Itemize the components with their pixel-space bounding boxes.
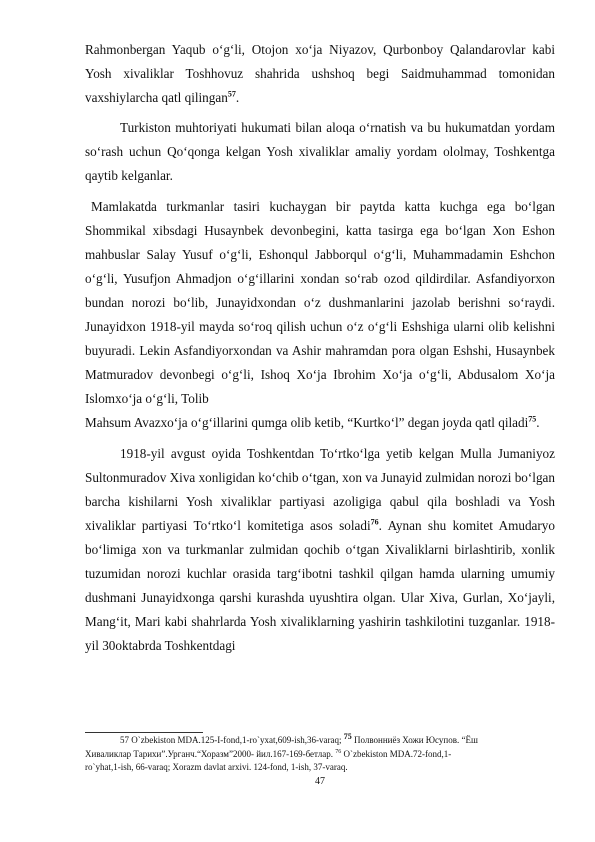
footnote-57-text: 57 O`zbekiston MDA.125-I-fond,1-ro`yxat,609-ish,36-varaq; — [120, 735, 342, 745]
footnote-line-1 — [85, 734, 555, 748]
page-number: 47 — [315, 776, 325, 787]
paragraph-1 — [85, 38, 555, 110]
paragraph-4-end: . — [536, 415, 540, 431]
footnote-line-3: ro`yhat,1-ish, 66-varaq; Xorazm davlat arxivi. 124-fond, 1-ish, 37-varaq. — [85, 762, 348, 772]
footnote-76-marker: 76 — [335, 748, 342, 755]
paragraph-4-text: Mahsum Avazxo‘ja o‘g‘illarini qumga olib ketib, “Kurtko‘l” degan joyda qatl qiladi — [85, 415, 529, 431]
footnote-separator — [85, 732, 203, 733]
paragraph-5-end: . Aynan shu komitet Amudaryo bo‘limiga xon va turkmanlar zulmidan qochib o‘tgan Xivaliklarni birlashtirib, xonlik tuzumidan norozi kuchlar orasida targ‘ibotni tashkil qilgan hamda ularning umumiy dushmani Junayidxonga qarshi kurashda uyushtira olgan. Ular Xiva, Gurlan, Xo‘jayli, Mang‘it, Mari kabi shahrlarda Yosh xivaliklarning yashirin tashkilotini tuzganlar. 1918-yil 30oktabrda Toshkentdagi — [85, 517, 555, 654]
paragraph-1-text: Rahmonbergan Yaqub o‘g‘li, Otojon xo‘ja Niyazov, Qurbonboy Qalandarovlar kabi Yosh xivaliklar Toshhovuz shahrida ushshoq begi Saidmuhammad tomonidan vaxshiylarcha qatl qilingan — [85, 42, 555, 106]
footnote-76-text: O`zbekiston MDA.72-fond,1- — [341, 748, 452, 759]
footnote-ref-57[interactable]: 57 — [227, 89, 236, 99]
footnote-75-text-cont: Хиваликлар Тарихи”.Урганч.“Хоразм”2000- йил.167-169-бетлар. — [85, 748, 333, 759]
paragraph-1-end: . — [235, 90, 240, 106]
paragraph-5-text: 1918-yil avgust oyida Toshkentdan To‘rtko‘lga yetib kelgan Mulla Jumaniyoz Sultonmuradov Xiva xonligidan ko‘chib o‘tgan, xon va Junayid zulmidan norozi bo‘lgan barcha kishilarni Yosh xivaliklar partiyasi azoligiga qabul qila boshladi va Yosh xivaliklar partiyasi To‘rtko‘l komitetiga asos soladi — [85, 445, 555, 533]
footnote-75-marker: 75 — [343, 732, 352, 741]
footnote-ref-75[interactable]: 75 — [528, 415, 537, 425]
body-text — [85, 38, 555, 658]
paragraph-2: Turkiston muhtoriyati hukumati bilan aloqa o‘rnatish va bu hukumatdan yordam so‘rash uchun Qo‘qonga kelgan Yosh xivaliklar amaliy yordam ololmay, Toshkentga qaytib kelganlar. — [85, 120, 555, 184]
footnote-line-2 — [85, 748, 555, 762]
footnote-ref-76[interactable]: 76 — [370, 517, 379, 527]
paragraph-4 — [85, 411, 555, 435]
footnote-75-text: Полвонниёз Хожи Юсупов. “Ёш — [351, 735, 478, 745]
paragraph-3: Mamlakatda turkmanlar tasiri kuchaygan bir paytda katta kuchga ega bo‘lgan Shommikal xibsdagi Husaynbek devonbegini, katta tasirga ega bo‘lgan Xon Eshon mahbuslar Salay Yusuf o‘g‘li, Eshonqul Jabborqul o‘g‘li, Muhammadamin Eshchon o‘g‘li, Yusufjon Ahmadjon o‘g‘illarini xondan so‘rab ozod qildirdilar. Asfandiyorxon bundan norozi bo‘lib, Junayidxondan o‘z dushmanlarini jazolab berishni so‘raydi. Junayidxon 1918-yil mayda so‘roq qilish uchun o‘z o‘g‘li Eshshiga ularni olib kelishni buyuradi. Lekin Asfandiyorxondan va Ashir mahramdan pora olgan Eshshi, Husaynbek Matmuradov devonbegi o‘g‘li, Ishoq Xo‘ja Ibrohim Xo‘ja o‘g‘li, Abdusalom Xo‘ja Islomxo‘ja o‘g‘li, Tolib — [85, 198, 555, 407]
footnotes — [85, 732, 555, 775]
paragraph-5 — [85, 442, 555, 659]
